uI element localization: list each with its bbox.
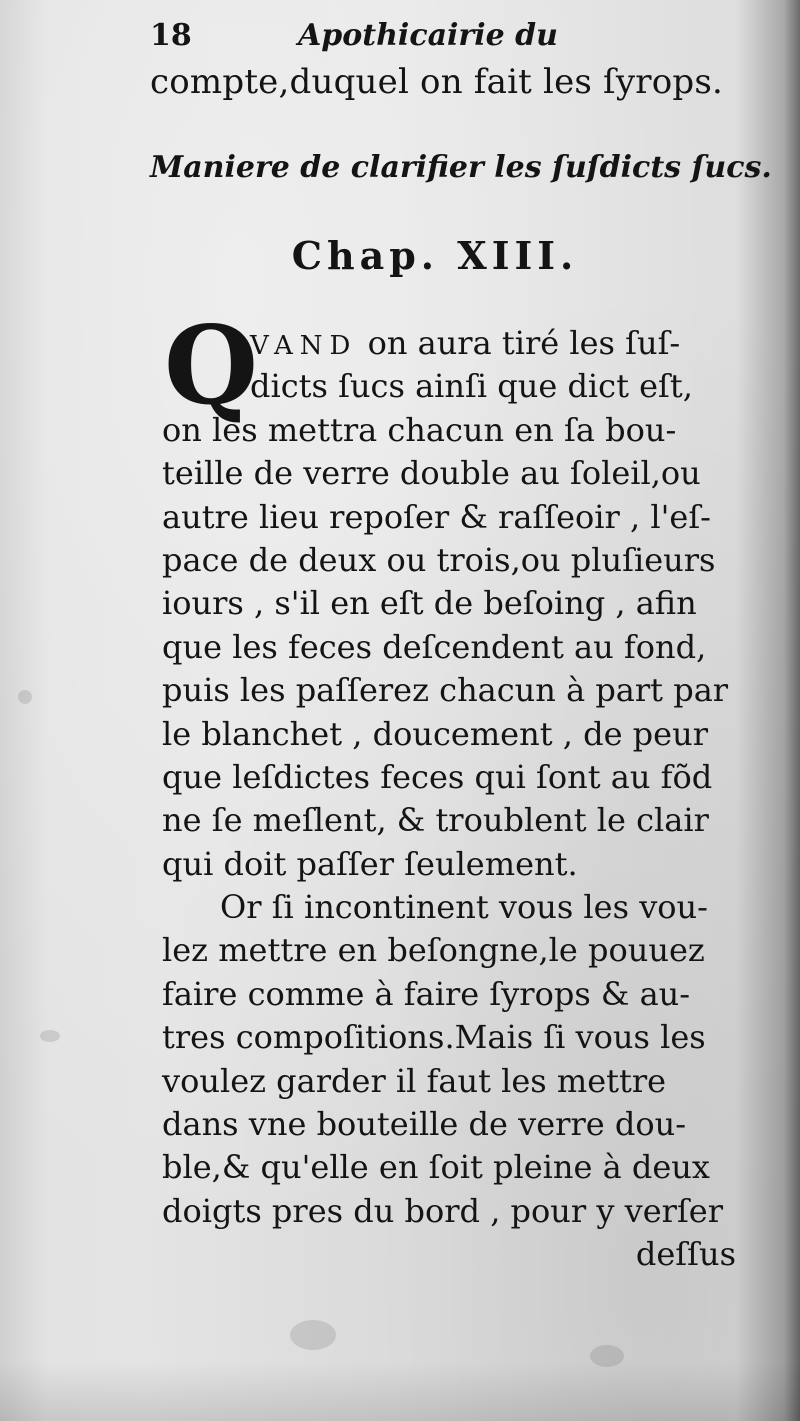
text-line: ble,& qu'elle en ſoit pleine à deux (162, 1148, 710, 1187)
section-heading: Maniere de clarifier les ſuſdicts ſucs. (150, 150, 772, 185)
chapter-heading: Chap. XIII. (291, 233, 579, 278)
lead-small-caps: VAND (250, 331, 358, 361)
page-number: 18 (150, 18, 192, 53)
text-line: que leſdictes feces qui ſont au fõd (162, 757, 713, 796)
text-line: pace de deux ou trois,ou pluſieurs (162, 540, 716, 579)
text-line: Or ſi incontinent vous les vou- (220, 888, 708, 927)
text-line: qui doit paſſer ſeulement. (162, 844, 578, 883)
text-line: lez mettre en beſongne,le pouuez (162, 931, 705, 970)
drop-cap: Q (164, 303, 259, 429)
text-line: iours , s'il en eſt de beſoing , afin (162, 584, 697, 623)
text-line: faire comme à faire ſyrops & au- (162, 974, 691, 1013)
continued-text-line: compte,duquel on fait les ſyrops. (150, 62, 723, 102)
text-line: on les mettra chacun en ſa bou- (162, 410, 677, 449)
text-line: puis les paſſerez chacun à part par (162, 671, 729, 710)
foxing-spot (590, 1345, 624, 1367)
foxing-spot (40, 1030, 60, 1042)
text-line: dans vne bouteille de verre dou- (162, 1105, 687, 1144)
text-line: tres compoſitions.Mais ſi vous les (162, 1018, 706, 1057)
text-line: ne ſe meſlent, & troublent le clair (162, 801, 709, 840)
foxing-spot (290, 1320, 336, 1350)
foxing-spot (18, 690, 32, 704)
text-line: teille de verre double au ſoleil,ou (162, 454, 701, 493)
text-line: autre lieu repoſer & raſſeoir , l'eſ- (162, 497, 711, 536)
page-header (150, 14, 750, 54)
text-line: doigts pres du bord , pour y verſer (162, 1191, 724, 1230)
running-title: Apothicairie du (298, 18, 558, 53)
text-line: le blanchet , doucement , de peur (162, 714, 708, 753)
text-line (162, 322, 772, 365)
text-line: que les feces deſcendent au fond, (162, 627, 707, 666)
catchword: deſſus (635, 1235, 736, 1274)
text-line: dicts ſucs ainſi que dict eſt, (250, 367, 693, 406)
body-text (162, 322, 772, 1277)
line-text: on aura tiré les ſuſ- (367, 324, 681, 362)
text-line: voulez garder il faut les mettre (162, 1061, 667, 1100)
